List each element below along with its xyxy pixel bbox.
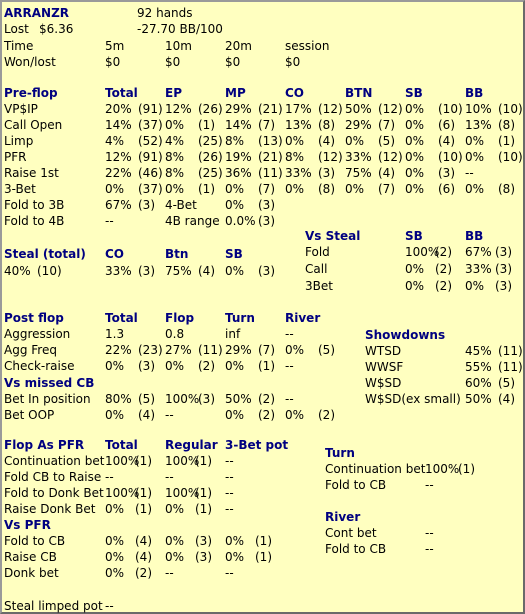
vs-steal-row-value: 0% [405, 279, 425, 293]
preflop-row-value: 12% [105, 150, 132, 164]
showdown-value: 55% [465, 360, 492, 374]
flop-pfr-row-count: (1) [195, 486, 212, 500]
vs-steal-row-value: 0% [465, 279, 485, 293]
preflop-row-count: (8) [318, 182, 335, 196]
preflop-row-count: (12) [318, 102, 343, 116]
flop-pfr-row-value: -- [105, 470, 114, 484]
vs-pfr-row-count: (4) [135, 550, 152, 564]
steal-header-co: CO [105, 247, 125, 261]
preflop-row-count: (11) [258, 166, 283, 180]
hands-count: 92 hands [137, 6, 193, 20]
flop-pfr-header-regular: Regular [165, 438, 218, 452]
preflop-row-count: (7) [378, 182, 395, 196]
preflop-row-count: (12) [318, 150, 343, 164]
flop-pfr-row-label: Fold to Donk Bet [4, 486, 104, 500]
bb-per-100: -27.70 BB/100 [137, 22, 223, 36]
vs-pfr-row-count: (1) [255, 550, 272, 564]
preflop-row-value: 33% [345, 150, 372, 164]
steal-sb-value: 0% [225, 264, 245, 278]
flop-pfr-row-label: Fold CB to Raise [4, 470, 102, 484]
flop-pfr-row-count: (1) [195, 502, 212, 516]
preflop-row-count: (12) [378, 150, 403, 164]
preflop-row-value: 8% [225, 134, 245, 148]
river-row-label: Fold to CB [325, 542, 387, 556]
missed-cb-row-value: 0% [285, 408, 305, 422]
preflop-row-value: 14% [225, 118, 252, 132]
postflop-row-value: -- [285, 327, 294, 341]
vs-pfr-row-value: 0% [225, 534, 245, 548]
vs-pfr-row-value: -- [165, 566, 174, 580]
vs-steal-row-value: 67% [465, 245, 492, 259]
wonlost-20m: $0 [225, 55, 241, 69]
preflop-row-value: 36% [225, 166, 252, 180]
missed-cb-row-value: 0% [105, 408, 125, 422]
4b-range-count: (3) [258, 214, 275, 228]
flop-pfr-row-value: 100% [165, 486, 200, 500]
postflop-row-value: 1.3 [105, 327, 125, 341]
preflop-row-label: VP$IP [4, 102, 38, 116]
preflop-row-count: (10) [438, 102, 463, 116]
preflop-row-value: 75% [345, 166, 372, 180]
preflop-row-count: (1) [498, 134, 515, 148]
preflop-title: Pre-flop [4, 86, 58, 100]
preflop-row-value: 0% [465, 134, 485, 148]
preflop-row-count: (10) [498, 102, 523, 116]
river-row-label: Cont bet [325, 526, 377, 540]
preflop-row-value: 0% [405, 150, 425, 164]
vs-pfr-row-count: (3) [195, 550, 212, 564]
steal-co-value: 33% [105, 264, 132, 278]
postflop-row-value: 0% [225, 359, 245, 373]
preflop-row-value: 29% [345, 118, 372, 132]
preflop-row-label: PFR [4, 150, 27, 164]
preflop-row-count: (25) [198, 134, 223, 148]
preflop-row-count: (91) [138, 150, 163, 164]
preflop-row-value: 50% [345, 102, 372, 116]
flop-pfr-row-count: (1) [135, 454, 152, 468]
showdown-label: WTSD [365, 344, 402, 358]
preflop-row-value: 0% [405, 118, 425, 132]
preflop-row-value: 14% [105, 118, 132, 132]
postflop-row-label: Aggression [4, 327, 71, 341]
preflop-row-count: (7) [258, 118, 275, 132]
preflop-row-count: (21) [258, 150, 283, 164]
showdown-label: WWSF [365, 360, 404, 374]
preflop-row-count: (21) [258, 102, 283, 116]
preflop-row-count: (4) [438, 134, 455, 148]
postflop-row-value: 0% [105, 359, 125, 373]
steal-limped-pot-value: -- [105, 599, 114, 613]
time-label: Time [4, 39, 34, 53]
vs-missed-cb-title: Vs missed CB [4, 376, 95, 390]
flop-pfr-row-value: -- [225, 486, 234, 500]
vs-steal-row-label: 3Bet [305, 279, 333, 293]
preflop-row-value: 4% [105, 134, 125, 148]
preflop-row-count: (7) [258, 182, 275, 196]
preflop-row-value: 0% [405, 134, 425, 148]
preflop-row-value: 13% [285, 118, 312, 132]
postflop-header-flop: Flop [165, 311, 195, 325]
flop-pfr-header-total: Total [105, 438, 138, 452]
turn-title: Turn [325, 446, 355, 460]
missed-cb-row-value: 80% [105, 392, 132, 406]
river-row-value: -- [425, 542, 434, 556]
flop-pfr-row-value: -- [225, 502, 234, 516]
lost-label: Lost [4, 22, 29, 36]
preflop-row-count: (5) [378, 134, 395, 148]
postflop-header-total: Total [105, 311, 138, 325]
postflop-row-value: inf [225, 327, 241, 341]
preflop-row-count: (26) [198, 102, 223, 116]
vs-pfr-row-count: (3) [195, 534, 212, 548]
vs-steal-header-bb: BB [465, 229, 484, 243]
postflop-row-value: 27% [165, 343, 192, 357]
vs-pfr-row-value: 0% [165, 534, 185, 548]
preflop-row-value: 0% [165, 118, 185, 132]
preflop-row-value: 8% [165, 166, 185, 180]
preflop-row-count: (37) [138, 182, 163, 196]
preflop-row-count: (3) [318, 166, 335, 180]
turn-row-count: (1) [458, 462, 475, 476]
wonlost-label: Won/lost [4, 55, 56, 69]
preflop-row-value: 0% [465, 150, 485, 164]
vs-steal-row-value: 0% [405, 262, 425, 276]
steal-btn-value: 75% [165, 264, 192, 278]
preflop-header-sb: SB [405, 86, 423, 100]
flop-pfr-title: Flop As PFR [4, 438, 85, 452]
missed-cb-row-value: -- [165, 408, 174, 422]
vs-steal-row-count: (3) [495, 262, 512, 276]
preflop-row-label: Limp [4, 134, 34, 148]
preflop-row-count: (26) [198, 150, 223, 164]
preflop-row-value: 0% [225, 182, 245, 196]
period-session: session [285, 39, 330, 53]
preflop-row-value: 10% [465, 102, 492, 116]
showdown-count: (11) [498, 360, 523, 374]
fold-to-4b-value: -- [105, 214, 114, 228]
vs-steal-row-count: (2) [435, 245, 452, 259]
preflop-row-count: (10) [438, 150, 463, 164]
steal-header-btn: Btn [165, 247, 189, 261]
vs-steal-row-label: Fold [305, 245, 330, 259]
flop-pfr-row-value: -- [225, 454, 234, 468]
vs-steal-row-count: (2) [435, 262, 452, 276]
4b-range-label: 4B range [165, 214, 220, 228]
preflop-row-count: (91) [138, 102, 163, 116]
flop-pfr-row-count: (1) [135, 502, 152, 516]
vs-pfr-row-count: (2) [135, 566, 152, 580]
missed-cb-row-value: 100% [165, 392, 200, 406]
missed-cb-row-value: -- [285, 392, 294, 406]
postflop-row-count: (23) [138, 343, 163, 357]
fold-to-3b-label: Fold to 3B [4, 198, 65, 212]
preflop-row-value: 0% [285, 134, 305, 148]
preflop-row-value: 19% [225, 150, 252, 164]
wonlost-10m: $0 [165, 55, 181, 69]
missed-cb-row-count: (2) [258, 392, 275, 406]
preflop-row-value: 0% [405, 182, 425, 196]
preflop-header-co: CO [285, 86, 305, 100]
preflop-row-value: 0% [405, 166, 425, 180]
preflop-row-value: 22% [105, 166, 132, 180]
vs-pfr-row-label: Donk bet [4, 566, 59, 580]
lost-value: $6.36 [39, 22, 74, 36]
showdown-count: (4) [498, 392, 515, 406]
missed-cb-row-count: (4) [138, 408, 155, 422]
vs-pfr-row-label: Raise CB [4, 550, 57, 564]
flop-pfr-row-value: 100% [105, 454, 140, 468]
steal-btn-count: (4) [198, 264, 215, 278]
period-5m: 5m [105, 39, 125, 53]
flop-pfr-row-label: Raise Donk Bet [4, 502, 96, 516]
vs-pfr-title: Vs PFR [4, 518, 51, 532]
preflop-header-btn: BTN [345, 86, 373, 100]
showdown-value: 50% [465, 392, 492, 406]
preflop-row-count: (1) [198, 118, 215, 132]
vs-steal-row-value: 33% [465, 262, 492, 276]
postflop-row-label: Check-raise [4, 359, 75, 373]
turn-row-value: 100% [425, 462, 460, 476]
vs-pfr-row-value: 0% [105, 550, 125, 564]
vs-pfr-row-value: -- [225, 566, 234, 580]
steal-header-sb: SB [225, 247, 243, 261]
preflop-row-value: 0% [405, 102, 425, 116]
4bet-count: (3) [258, 198, 275, 212]
steal-total-value: 40% [4, 264, 31, 278]
steal-total-count: (10) [37, 264, 62, 278]
vs-pfr-row-count: (1) [255, 534, 272, 548]
preflop-row-count: (52) [138, 134, 163, 148]
preflop-row-value: 0% [105, 182, 125, 196]
period-20m: 20m [225, 39, 252, 53]
preflop-header-bb: BB [465, 86, 484, 100]
vs-pfr-row-value: 0% [105, 534, 125, 548]
preflop-row-count: (8) [318, 118, 335, 132]
preflop-row-count: (3) [438, 166, 455, 180]
preflop-row-count: (1) [198, 182, 215, 196]
4bet-label: 4-Bet [165, 198, 197, 212]
preflop-row-value: 20% [105, 102, 132, 116]
postflop-row-count: (2) [198, 359, 215, 373]
postflop-row-value: 0% [165, 359, 185, 373]
preflop-row-count: (7) [378, 118, 395, 132]
preflop-row-count: (37) [138, 118, 163, 132]
preflop-row-value: 4% [165, 134, 185, 148]
flop-pfr-row-value: 100% [165, 454, 200, 468]
wonlost-5m: $0 [105, 55, 121, 69]
river-row-value: -- [425, 526, 434, 540]
preflop-row-value: 33% [285, 166, 312, 180]
showdown-label: W$SD [365, 376, 402, 390]
flop-pfr-row-value: -- [225, 470, 234, 484]
preflop-row-label: Raise 1st [4, 166, 59, 180]
steal-sb-count: (3) [258, 264, 275, 278]
player-name: ARRANZR [4, 6, 70, 20]
missed-cb-row-value: 50% [225, 392, 252, 406]
missed-cb-row-label: Bet In position [4, 392, 91, 406]
postflop-header-river: River [285, 311, 321, 325]
showdowns-title: Showdowns [365, 328, 446, 342]
period-10m: 10m [165, 39, 192, 53]
postflop-row-value: 22% [105, 343, 132, 357]
4bet-value: 0% [225, 198, 245, 212]
missed-cb-row-value: 0% [225, 408, 245, 422]
steal-co-count: (3) [138, 264, 155, 278]
vs-steal-row-value: 100% [405, 245, 440, 259]
preflop-row-count: (46) [138, 166, 163, 180]
preflop-row-value: 8% [285, 150, 305, 164]
showdown-count: (11) [498, 344, 523, 358]
preflop-row-count: (4) [318, 134, 335, 148]
vs-pfr-row-label: Fold to CB [4, 534, 66, 548]
preflop-row-value: 0% [345, 182, 365, 196]
preflop-header-mp: MP [225, 86, 246, 100]
preflop-row-count: (8) [498, 182, 515, 196]
missed-cb-row-count: (2) [318, 408, 335, 422]
preflop-row-count: (6) [438, 118, 455, 132]
preflop-row-count: (8) [498, 118, 515, 132]
fold-to-3b-count: (3) [138, 198, 155, 212]
turn-row-label: Fold to CB [325, 478, 387, 492]
showdown-value: 45% [465, 344, 492, 358]
showdown-label: W$SD(ex small) [365, 392, 461, 406]
turn-row-label: Continuation bet [325, 462, 426, 476]
vs-steal-title: Vs Steal [305, 229, 361, 243]
missed-cb-row-count: (5) [138, 392, 155, 406]
preflop-row-value: 0% [465, 182, 485, 196]
vs-steal-row-count: (3) [495, 245, 512, 259]
steal-title: Steal (total) [4, 247, 86, 261]
fold-to-3b-value: 67% [105, 198, 132, 212]
flop-pfr-row-count: (1) [135, 486, 152, 500]
preflop-row-value: 13% [465, 118, 492, 132]
preflop-row-value: 17% [285, 102, 312, 116]
turn-row-value: -- [425, 478, 434, 492]
vs-steal-row-count: (2) [435, 279, 452, 293]
preflop-row-value: 0% [165, 182, 185, 196]
preflop-row-value: 0% [285, 182, 305, 196]
postflop-row-label: Agg Freq [4, 343, 57, 357]
missed-cb-row-count: (3) [198, 392, 215, 406]
preflop-row-count: (10) [498, 150, 523, 164]
wonlost-session: $0 [285, 55, 301, 69]
preflop-row-value: -- [465, 166, 474, 180]
showdown-count: (5) [498, 376, 515, 390]
vs-steal-header-sb: SB [405, 229, 423, 243]
preflop-row-count: (4) [378, 166, 395, 180]
flop-pfr-header-3bet-pot: 3-Bet pot [225, 438, 289, 452]
vs-pfr-row-value: 0% [105, 566, 125, 580]
preflop-row-label: 3-Bet [4, 182, 36, 196]
postflop-row-count: (11) [198, 343, 223, 357]
postflop-row-count: (1) [258, 359, 275, 373]
vs-pfr-row-count: (4) [135, 534, 152, 548]
vs-steal-row-count: (3) [495, 279, 512, 293]
postflop-row-value: 29% [225, 343, 252, 357]
preflop-row-value: 8% [165, 150, 185, 164]
preflop-row-count: (25) [198, 166, 223, 180]
postflop-row-count: (3) [138, 359, 155, 373]
river-title: River [325, 510, 361, 524]
vs-pfr-row-value: 0% [165, 550, 185, 564]
missed-cb-row-label: Bet OOP [4, 408, 55, 422]
postflop-title: Post flop [4, 311, 64, 325]
postflop-row-value: 0.8 [165, 327, 185, 341]
missed-cb-row-count: (2) [258, 408, 275, 422]
flop-pfr-row-value: 0% [105, 502, 125, 516]
postflop-row-value: 0% [285, 343, 305, 357]
postflop-row-count: (7) [258, 343, 275, 357]
flop-pfr-row-label: Continuation bet [4, 454, 105, 468]
preflop-row-value: 29% [225, 102, 252, 116]
flop-pfr-row-value: -- [165, 470, 174, 484]
4b-range-value: 0.0% [225, 214, 256, 228]
preflop-row-value: 12% [165, 102, 192, 116]
fold-to-4b-label: Fold to 4B [4, 214, 65, 228]
steal-limped-pot-label: Steal limped pot [4, 599, 103, 613]
flop-pfr-row-count: (1) [195, 454, 212, 468]
vs-pfr-row-value: 0% [225, 550, 245, 564]
flop-pfr-row-value: 100% [105, 486, 140, 500]
postflop-row-count: (5) [318, 343, 335, 357]
preflop-row-count: (6) [438, 182, 455, 196]
preflop-row-count: (13) [258, 134, 283, 148]
flop-pfr-row-value: 0% [165, 502, 185, 516]
preflop-row-value: 0% [345, 134, 365, 148]
vs-steal-row-label: Call [305, 262, 328, 276]
postflop-header-turn: Turn [225, 311, 255, 325]
postflop-row-value: -- [285, 359, 294, 373]
preflop-header-ep: EP [165, 86, 182, 100]
showdown-value: 60% [465, 376, 492, 390]
preflop-row-label: Call Open [4, 118, 63, 132]
preflop-header-total: Total [105, 86, 138, 100]
preflop-row-count: (12) [378, 102, 403, 116]
